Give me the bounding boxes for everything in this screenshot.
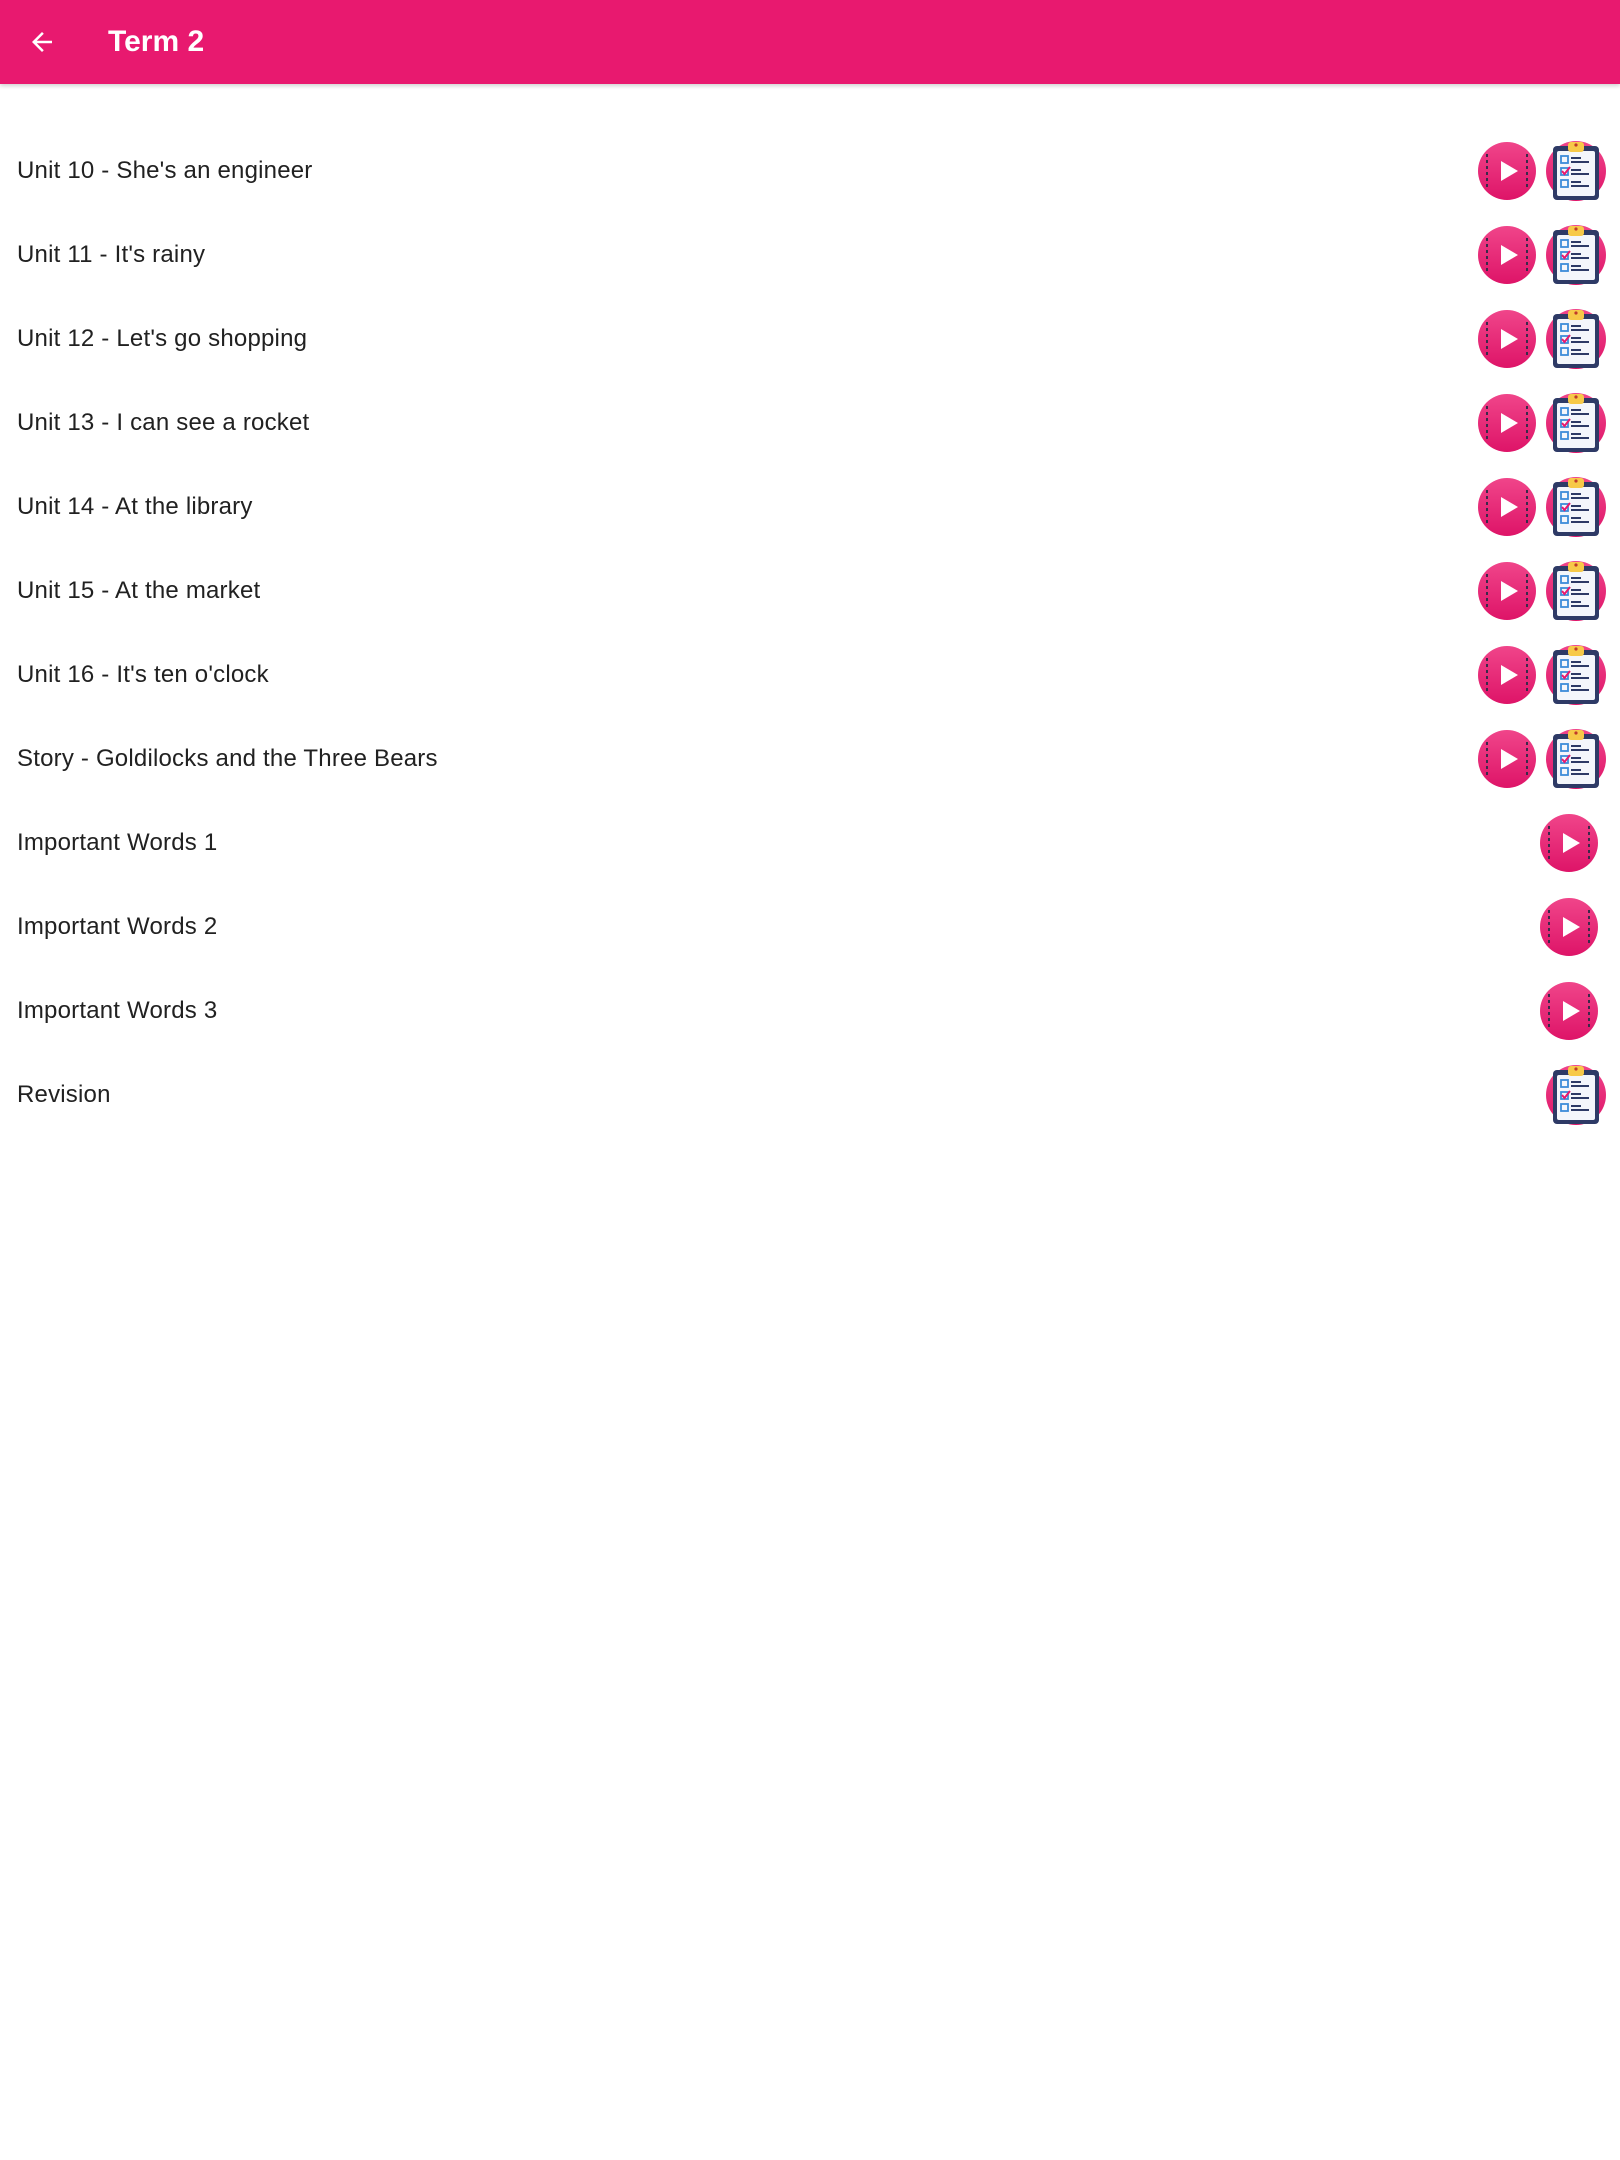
item-actions — [1539, 813, 1599, 873]
list-item-label: Unit 14 - At the library — [17, 493, 253, 520]
clipboard-checklist-icon[interactable] — [1545, 224, 1607, 286]
list-item-label: Important Words 3 — [17, 997, 218, 1024]
list-item-label: Important Words 2 — [17, 913, 218, 940]
list-item[interactable] — [0, 213, 1620, 297]
item-actions — [1537, 1064, 1607, 1126]
clipboard-checklist-icon[interactable] — [1545, 140, 1607, 202]
clipboard-checklist-icon[interactable] — [1545, 476, 1607, 538]
list-item[interactable] — [0, 549, 1620, 633]
list-item[interactable] — [0, 717, 1620, 801]
list-item-label: Unit 10 - She's an engineer — [17, 157, 313, 184]
page-title: Term 2 — [108, 25, 205, 58]
play-video-icon[interactable] — [1477, 309, 1537, 369]
list-item[interactable] — [0, 969, 1620, 1053]
list-item-label: Revision — [17, 1081, 111, 1108]
play-video-icon[interactable] — [1477, 225, 1537, 285]
item-actions — [1477, 476, 1607, 538]
item-actions — [1477, 560, 1607, 622]
clipboard-checklist-icon[interactable] — [1545, 560, 1607, 622]
play-video-icon[interactable] — [1477, 561, 1537, 621]
list-item-label: Unit 12 - Let's go shopping — [17, 325, 308, 352]
list-item[interactable] — [0, 465, 1620, 549]
list-item[interactable] — [0, 1053, 1620, 1137]
play-video-icon[interactable] — [1477, 729, 1537, 789]
list-item[interactable] — [0, 297, 1620, 381]
list-item-label: Unit 15 - At the market — [17, 577, 261, 604]
item-actions — [1477, 308, 1607, 370]
item-actions — [1477, 644, 1607, 706]
list-item[interactable] — [0, 381, 1620, 465]
arrow-back-icon — [27, 27, 57, 57]
clipboard-checklist-icon[interactable] — [1545, 644, 1607, 706]
app-bar — [0, 0, 1620, 84]
clipboard-checklist-icon[interactable] — [1545, 1064, 1607, 1126]
item-actions — [1477, 728, 1607, 790]
list-item[interactable] — [0, 801, 1620, 885]
list-item-label: Unit 16 - It's ten o'clock — [17, 661, 269, 688]
list-item-label: Important Words 1 — [17, 829, 218, 856]
list-item[interactable] — [0, 633, 1620, 717]
list-item-label: Story - Goldilocks and the Three Bears — [17, 745, 438, 772]
item-actions — [1539, 981, 1599, 1041]
clipboard-checklist-icon[interactable] — [1545, 308, 1607, 370]
clipboard-checklist-icon[interactable] — [1545, 392, 1607, 454]
item-actions — [1539, 897, 1599, 957]
unit-list — [0, 129, 1620, 1137]
play-video-icon[interactable] — [1539, 813, 1599, 873]
play-video-icon[interactable] — [1539, 981, 1599, 1041]
play-video-icon[interactable] — [1477, 477, 1537, 537]
play-video-icon[interactable] — [1477, 645, 1537, 705]
back-button[interactable] — [0, 0, 84, 84]
item-actions — [1477, 392, 1607, 454]
play-video-icon[interactable] — [1477, 393, 1537, 453]
list-item[interactable] — [0, 129, 1620, 213]
list-item[interactable] — [0, 885, 1620, 969]
list-item-label: Unit 11 - It's rainy — [17, 241, 206, 268]
item-actions — [1477, 224, 1607, 286]
play-video-icon[interactable] — [1477, 141, 1537, 201]
play-video-icon[interactable] — [1539, 897, 1599, 957]
item-actions — [1477, 140, 1607, 202]
clipboard-checklist-icon[interactable] — [1545, 728, 1607, 790]
list-item-label: Unit 13 - I can see a rocket — [17, 409, 310, 436]
